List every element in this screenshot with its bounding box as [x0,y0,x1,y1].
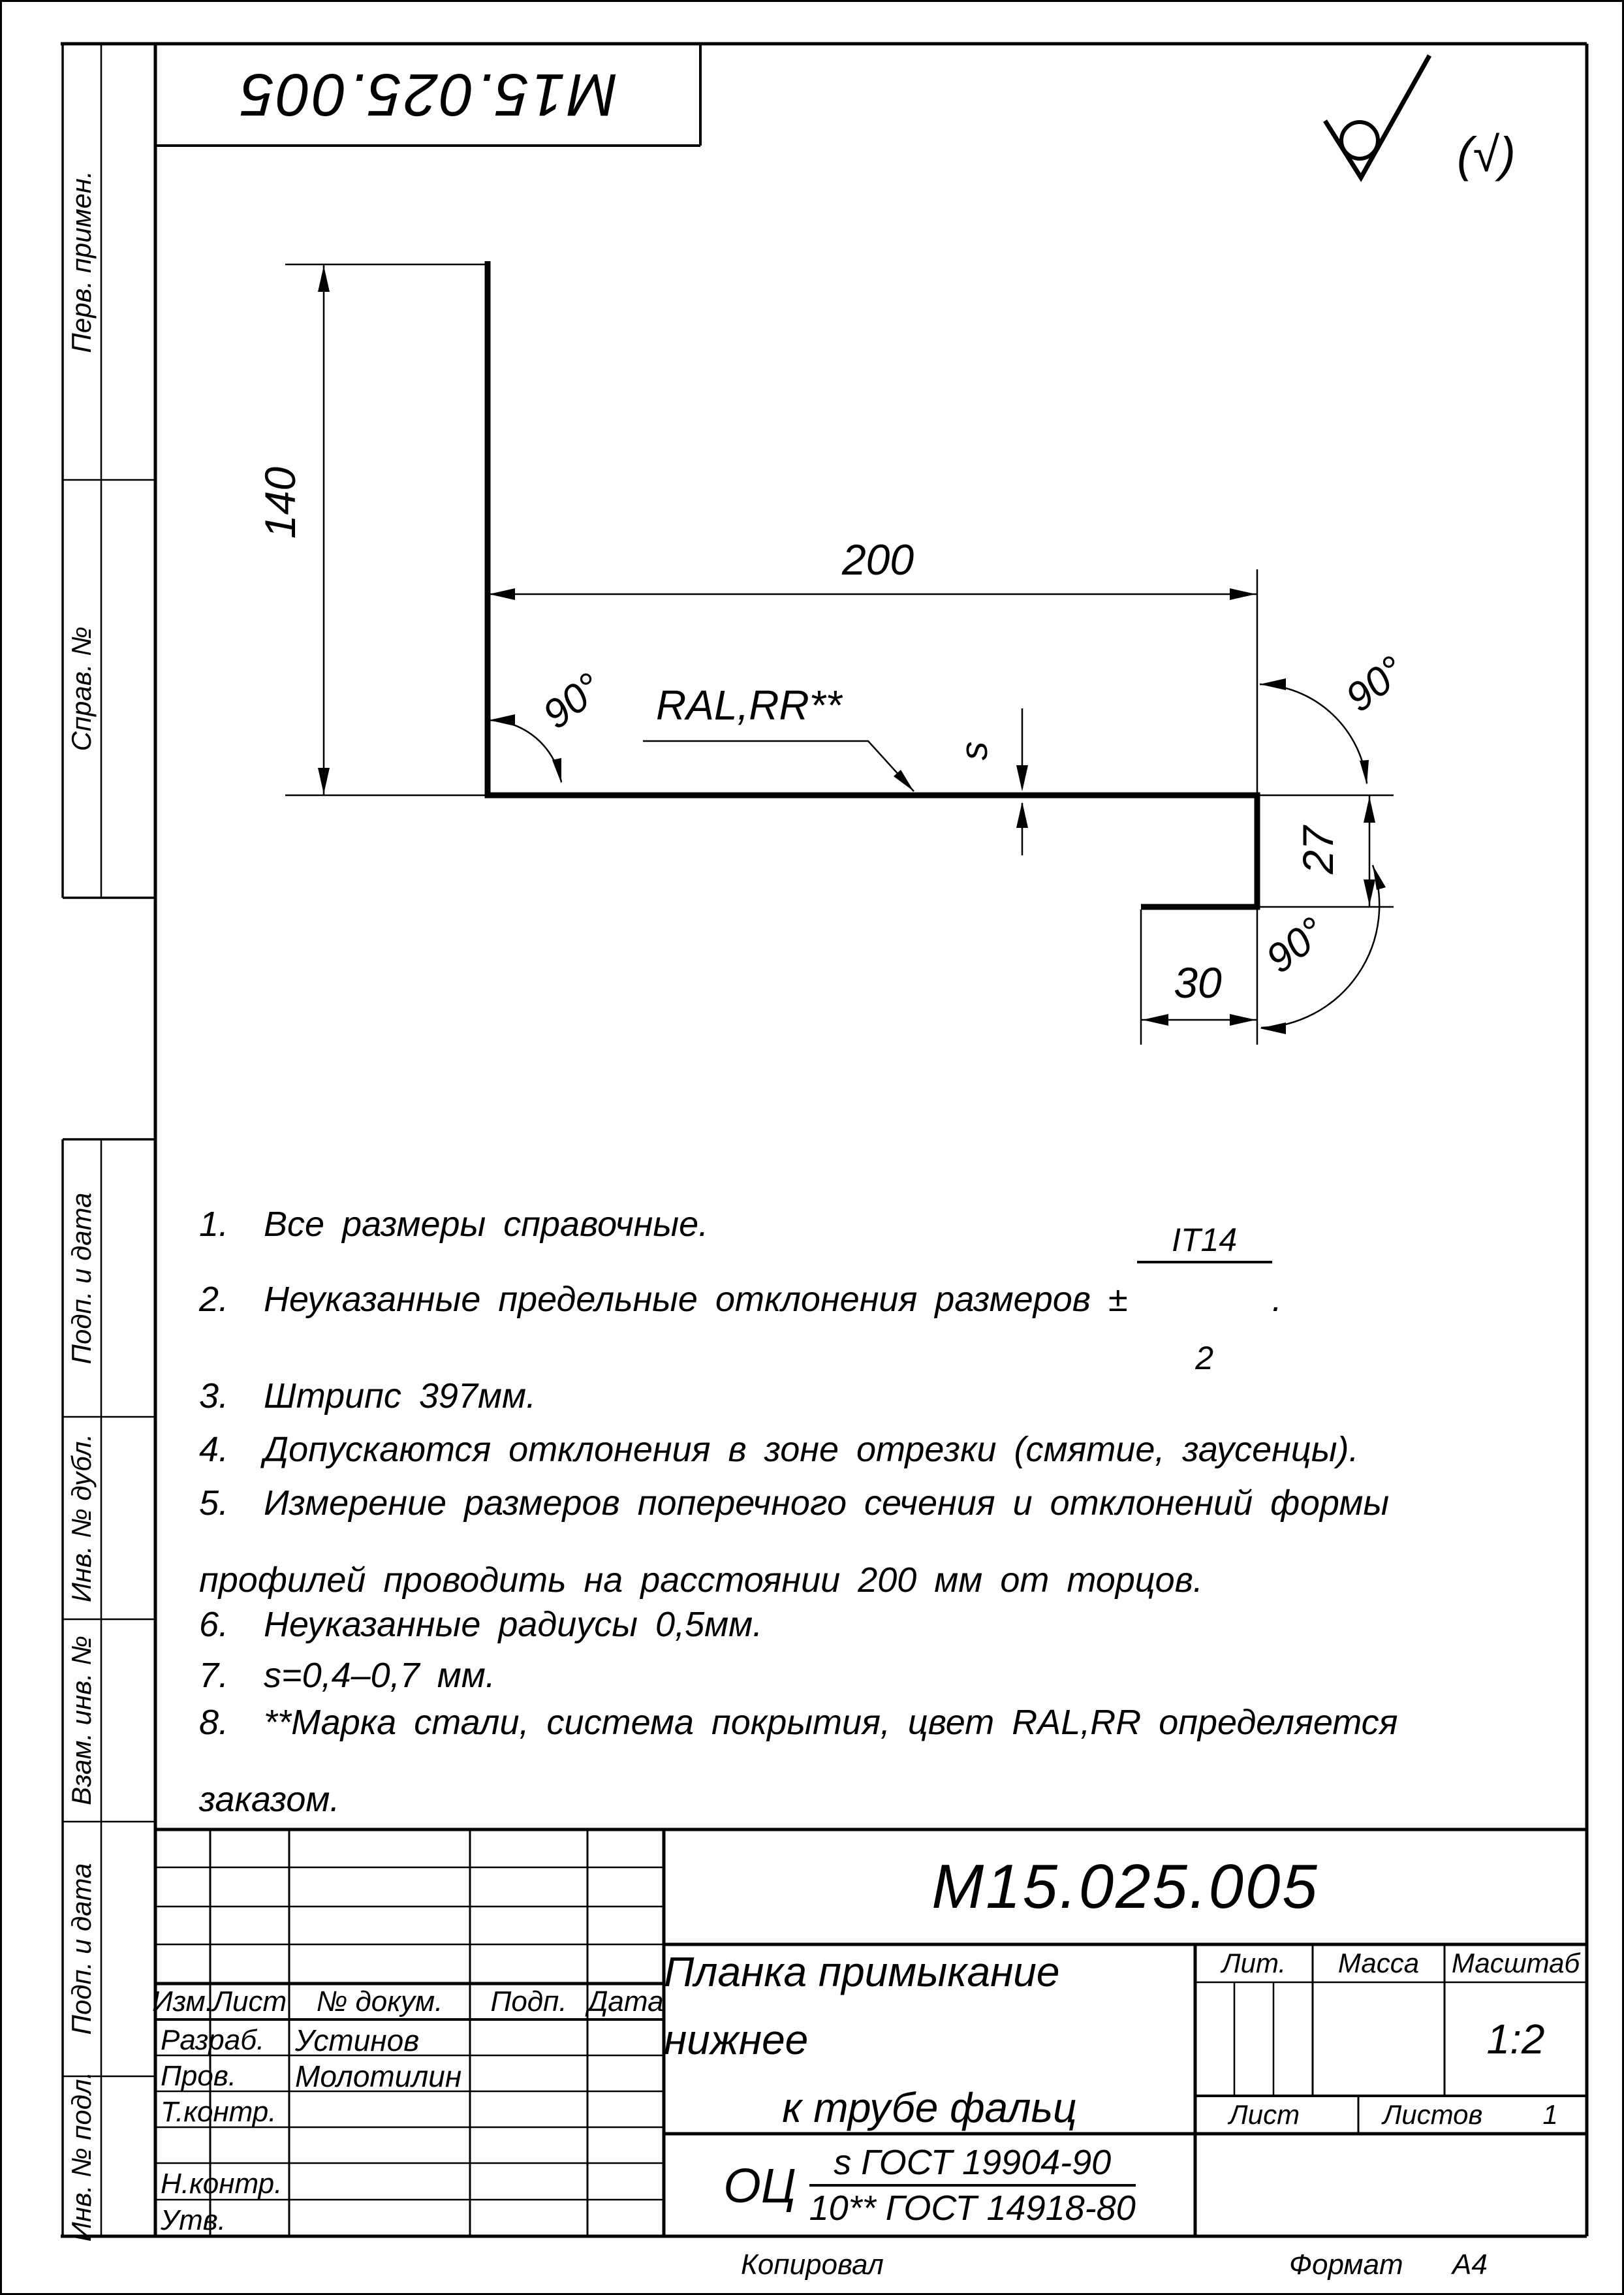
profile-drawing [256,261,1414,1045]
tb-designation: М15.025.005 [931,1852,1319,1922]
margin-label-sprav-no: Справ. № [66,626,97,752]
tb-part-name-line1: Планка примыкание нижнее [664,1948,1060,2063]
note-8-line-2: заказом. [199,1780,340,1819]
thickness-label: s [953,741,995,761]
tb-part-name-line2: к трубе фальц [782,2084,1077,2131]
tb-massa-label: Масса [1337,1948,1420,1978]
tb-material [664,2136,1195,2234]
footer-format-label: Формат [1289,2249,1403,2281]
tb-masshtab-label: Масштаб [1451,1948,1580,1978]
tb-row-tkontr: Т.контр. [161,2096,277,2128]
tb-lit-label: Лит. [1221,1948,1287,1978]
margin-label-perv-primen: Перв. примен. [66,170,97,353]
tb-material-bottom: 10** ГОСТ 14918-80 [809,2189,1136,2228]
margin-label-podp-i-data-1: Подп. и дата [66,1192,97,1365]
coating-label: RAL,RR** [656,682,842,729]
dim-27-label: 27 [1294,826,1342,874]
note-2-suffix: . [1272,1280,1282,1319]
margin-label-vzam-inv-no: Взам. инв. № [66,1636,97,1805]
tb-col-list: Лист [212,1985,287,2018]
tb-col-izm: Изм. [152,1985,213,2018]
note-3: 3. Штрипс 397мм. [199,1376,537,1416]
note-2-text: 2. Неуказанные предельные отклонения размеров ± [199,1280,1128,1319]
profile-outline [488,261,1257,907]
dim-200-label: 200 [841,535,914,584]
surface-bracket-note: (√) [1457,127,1516,182]
tb-name-prov: Молотилин [295,2059,462,2093]
tb-scale-value: 1:2 [1486,2016,1545,2063]
tb-col-podp: Подп. [490,1985,567,2018]
tb-list-label: Лист [1228,2099,1300,2130]
tb-row-razrab: Разраб. [161,2024,265,2056]
angle-top-right-label: 90° [1337,647,1414,721]
tb-row-utv: Утв. [161,2204,226,2236]
tb-material-fraction [809,2142,1136,2228]
margin-label-inv-no-dubl: Инв. № дубл. [66,1433,97,1603]
tb-material-top: s ГОСТ 19904-90 [809,2142,1136,2187]
note-5-line-2: профилей проводить на расстоянии 200 мм от торцов. [199,1560,1203,1600]
note-2-frac-top: IT14 [1137,1222,1272,1263]
margin-label-podp-i-data-2: Подп. и дата [66,1863,97,2035]
margin-label-inv-no-podl: Инв. № подл. [66,2071,97,2242]
dim-140-label: 140 [256,466,304,539]
angle-bottom-label: 90° [1258,908,1334,982]
note-1: 1. Все размеры справочные. [199,1205,709,1244]
dimension-lines [285,264,1394,1045]
dimension-arrows [318,266,1386,1034]
tb-row-nkontr: Н.контр. [161,2168,283,2200]
note-2-frac-bottom: 2 [1195,1339,1214,1376]
note-5-line-1: 5. Измерение размеров поперечного сечения и отклонений формы [199,1483,1390,1523]
footer-format-value: А4 [1452,2249,1488,2281]
angle-left-label: 90° [535,664,611,738]
tb-name-razrab: Устинов [295,2023,420,2057]
note-4: 4. Допускаются отклонения в зоне отрезки (смятие, заусенцы). [199,1430,1359,1469]
note-7: 7. s=0,4–0,7 мм. [199,1656,495,1695]
tb-listov-value: 1 [1542,2099,1558,2130]
tb-part-name [664,1950,1195,2130]
tb-row-prov: Пров. [161,2060,237,2092]
note-8-line-1: 8. **Марка стали, система покрытия, цвет RAL,RR определяется [199,1703,1398,1742]
surface-roughness-icon [1325,55,1429,178]
tb-col-data: Дата [587,1985,664,2018]
dim-30-label: 30 [1174,958,1222,1007]
tb-listov-label: Листов [1382,2099,1483,2130]
tb-material-prefix: ОЦ [723,2158,796,2213]
top-stamp-designation: М15.025.005 [238,61,618,129]
footer-copied-label: Копировал [741,2249,884,2281]
tb-col-doc: № докум. [316,1985,443,2018]
note-6: 6. Неуказанные радиусы 0,5мм. [199,1605,763,1644]
